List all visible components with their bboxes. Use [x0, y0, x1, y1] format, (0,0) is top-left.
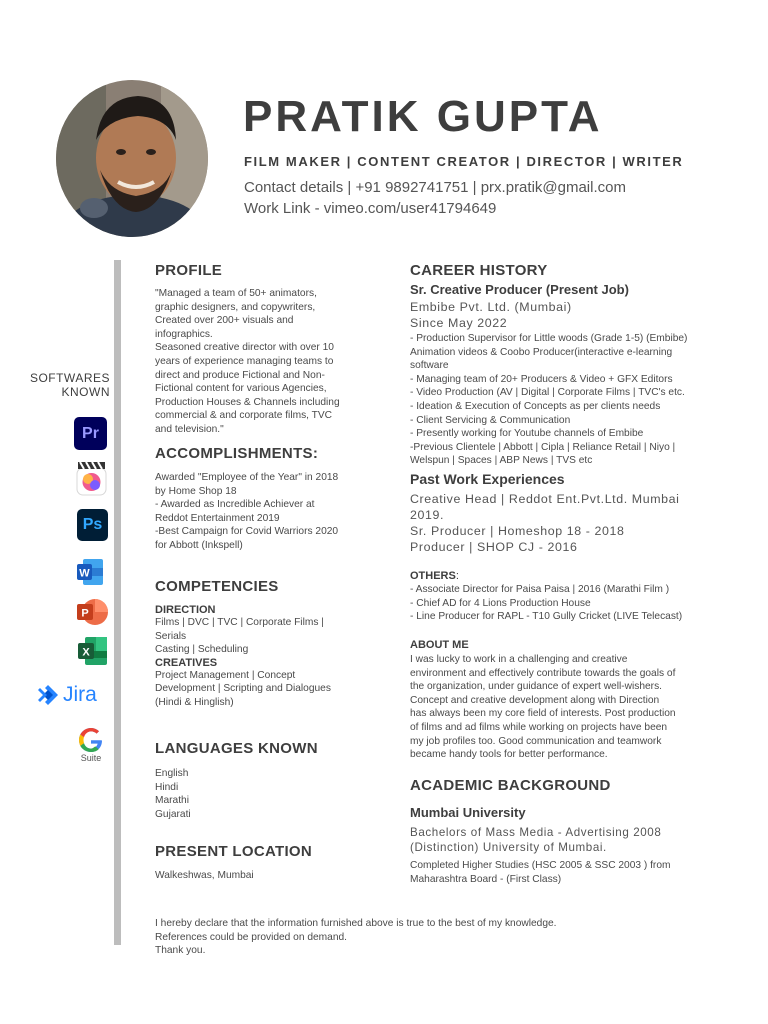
others-section — [410, 570, 730, 624]
contact-block — [244, 177, 626, 219]
others-list: - Associate Director for Paisa Paisa | 2016 (Marathi Film ) - Chief AD for 4 Lions Production House - Line Producer for RAPL - T10 Gully Cricket (LIVE Telecast) — [410, 584, 683, 623]
profile-photo — [56, 80, 208, 237]
list-item: Gujarati — [155, 808, 191, 820]
profile-text: "Managed a team of 50+ animators, graphic designers, and copywriters, Created over 200+ visuals and infographics. Seasoned creative director with over 10 years of experience managing teams to direct and produce Fictional and Non- Fictional content for various Agencies, Production Houses & Channels including commercial & and corporate films, TVC and television." — [155, 288, 340, 435]
profile-heading: PROFILE — [155, 262, 223, 279]
profile-section — [155, 262, 375, 437]
jira-icon: Jira — [37, 681, 107, 709]
location-heading: PRESENT LOCATION — [155, 843, 313, 860]
direction-label: DIRECTION — [155, 604, 216, 616]
academic-heading: ACADEMIC BACKGROUND — [410, 777, 611, 794]
work-link[interactable]: Work Link - vimeo.com/user41794649 — [244, 200, 497, 217]
direction-text: Films | DVC | TVC | Corporate Films | Serials Casting | Scheduling — [155, 617, 324, 656]
others-heading: OTHERS: — [410, 570, 459, 582]
competencies-heading: COMPETENCIES — [155, 578, 279, 595]
languages-heading: LANGUAGES KNOWN — [155, 740, 318, 757]
svg-text:W: W — [79, 567, 90, 580]
list-item: English — [155, 768, 189, 779]
list-item: Hindi — [155, 781, 179, 793]
accomplishments-section — [155, 445, 375, 553]
softwares-known-label: SOFTWARES KNOWN — [29, 371, 110, 399]
career-details: - Production Supervisor for Little woods (Grade 1-5) (Embibe) Animation videos & Coobo Producer(interactive e-learning software - Managing team of 20+ Producers & Video + GFX Editors - Video Production (AV | Digital | Corporate Films | TVC's etc. - Ideation & Execution of Concepts as per clients needs - Client Servicing & Communication - Presently working for Youtube channels of Embibe -Previous Clientele | Abbott | Cipla | Reliance Retail | Niyo | Welspun | Spaces | ABP News | TVS etc — [410, 333, 688, 467]
g-suite-icon: Suite — [76, 725, 106, 765]
sidebar-divider — [114, 260, 121, 945]
location-value: Walkeshwas, Mumbai — [155, 870, 254, 881]
final-cut-pro-icon — [76, 462, 107, 496]
powerpoint-icon — [77, 597, 109, 627]
svg-text:P: P — [81, 607, 89, 620]
about-heading: ABOUT ME — [410, 639, 469, 651]
tagline: FILM MAKER | CONTENT CREATOR | DIRECTOR | WRITER — [244, 154, 684, 169]
school-text: Completed Higher Studies (HSC 2005 & SSC 2003 ) from Maharashtra Board - (First Class) — [410, 860, 671, 885]
academic-section — [410, 777, 730, 886]
career-section — [410, 262, 730, 468]
list-item: Marathi — [155, 795, 189, 807]
contact-details: Contact details | +91 9892741751 | prx.pratik@gmail.com — [244, 179, 626, 196]
word-icon — [77, 558, 104, 586]
creatives-text: Project Management | Concept Development | Scripting and Dialogues (Hindi & Hinglish) — [155, 669, 331, 708]
accomplishments-text: Awarded "Employee of the Year" in 2018 by Home Shop 18 - Awarded as Incredible Achiever at Reddot Entertainment 2019 -Best Campaign for Covid Warriors 2020 for Abbott (Inkspell) — [155, 472, 339, 551]
languages-list — [155, 767, 375, 821]
degree-text: Bachelors of Mass Media - Advertising 2008 (Distinction) University of Mumbai. — [410, 826, 662, 854]
past-work-section — [410, 471, 730, 555]
university-name: Mumbai University — [410, 805, 526, 820]
creatives-label: CREATIVES — [155, 656, 218, 669]
location-section — [155, 843, 375, 883]
candidate-name: PRATIK GUPTA — [243, 92, 603, 141]
current-since: Since May 2022 — [410, 316, 508, 330]
svg-text:X: X — [82, 646, 90, 659]
premiere-pro-icon: Pr — [74, 417, 107, 450]
excel-icon — [78, 636, 108, 666]
about-text: I was lucky to work in a challenging and creative environment and effectively contribute towards the goals of the organization, under guidance of expert well-wishers. Concept and creative development along with Direction has always been my core field of interests. Post production of films and ad films while working on projects have been my job profiles too. Good communication and teamwork became handy tools for better performance. — [410, 654, 676, 761]
current-role: Sr. Creative Producer (Present Job) — [410, 282, 629, 297]
photoshop-icon: Ps — [77, 509, 108, 541]
languages-section — [155, 740, 375, 821]
declaration: I hereby declare that the information furnished above is true to the best of my knowledge. References could be provided on demand. Thank you. — [155, 918, 557, 957]
past-work-heading: Past Work Experiences — [410, 471, 565, 487]
competencies-section — [155, 578, 375, 710]
career-heading: CAREER HISTORY — [410, 262, 548, 279]
current-company: Embibe Pvt. Ltd. (Mumbai) — [410, 300, 572, 314]
accomplishments-heading: ACCOMPLISHMENTS: — [155, 445, 319, 462]
about-section — [410, 639, 730, 762]
past-work-list: Creative Head | Reddot Ent.Pvt.Ltd. Mumbai 2019. Sr. Producer | Homeshop 18 - 2018 Producer | SHOP CJ - 2016 — [410, 492, 680, 554]
